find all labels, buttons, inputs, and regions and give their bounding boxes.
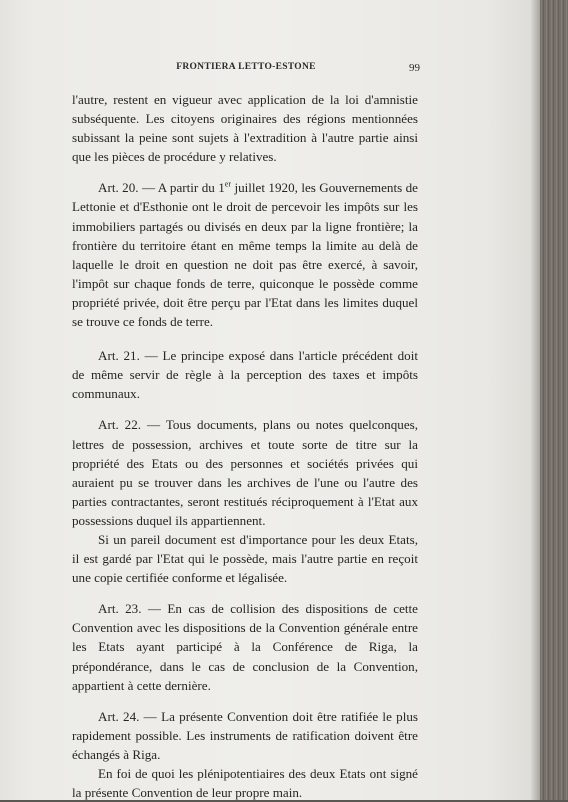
paragraph-art-20	[72, 178, 418, 331]
ordinal-superscript: er	[224, 180, 232, 190]
paragraph-closing: En foi de quoi les plénipotentiaires des deux Etats ont signé la présente Convention de leur propre main.	[72, 766, 418, 801]
running-title: FRONTIERA LETTO-ESTONE	[176, 62, 316, 72]
page-number: 99	[409, 62, 420, 74]
book-page-edges	[540, 0, 568, 800]
page-header	[72, 62, 420, 78]
art-20-rest: juillet 1920, les Gouvernements de Lettonie et d'Esthonie ont le droit de percevoir les impôts sur les immobiliers partagés ou divisés en deux par la ligne frontière; la frontière du territoire étant en même temps la limite au delà de laquelle le droit en question ne doit pas être exercé, à savoir, l'impôt sur chaque fonds de terre, quiconque le possède comme propriété privée, doit être perçu par l'Etat dans les limites duquel se trouve ce fonds de terre.	[72, 180, 418, 330]
paragraph-art-23: Art. 23. — En cas de collision des dispositions de cette Convention avec les dispositions de la Convention générale entre les Etats ayant participé à la Conférence de Riga, la prépondérance, dans le cas de conclusion de la Convention, appartient à cette dernière.	[72, 601, 418, 693]
paragraph-art-21: Art. 21. — Le principe exposé dans l'article précédent doit de même servir de règle à la perception des taxes et impôts communaux.	[72, 348, 418, 402]
paragraph-art-24: Art. 24. — La présente Convention doit être ratifiée le plus rapidement possible. Les instruments de ratification doivent être échangés à Riga.	[72, 708, 418, 762]
paragraph-continuation: l'autre, restent en vigueur avec application de la loi d'amnistie subséquente. Les citoyens originaires des régions mentionnées subissant la peine sont sujets à l'extradition à l'autre partie ainsi que les pièces de procédure y relatives.	[72, 92, 418, 165]
paragraph-art-22: Art. 22. — Tous documents, plans ou notes quelconques, lettres de possession, archives et toute sorte de titre sur la propriété des Etats ou des personnes et sociétés privées qui auraient pu se trouver dans les archives de l'une ou l'autre des parties contractantes, seront restitués réciproquement à l'Etat aux possessions duquel ils appartiennent.	[72, 417, 418, 528]
paragraph-art-22-continued: Si un pareil document est d'importance pour les deux Etats, il est gardé par l'Etat qui le possède, mais l'autre partie en reçoit une copie certifiée conforme et légalisée.	[72, 531, 418, 586]
body-text	[72, 90, 418, 802]
art-20-start: Art. 20. — A partir du 1	[98, 180, 225, 196]
